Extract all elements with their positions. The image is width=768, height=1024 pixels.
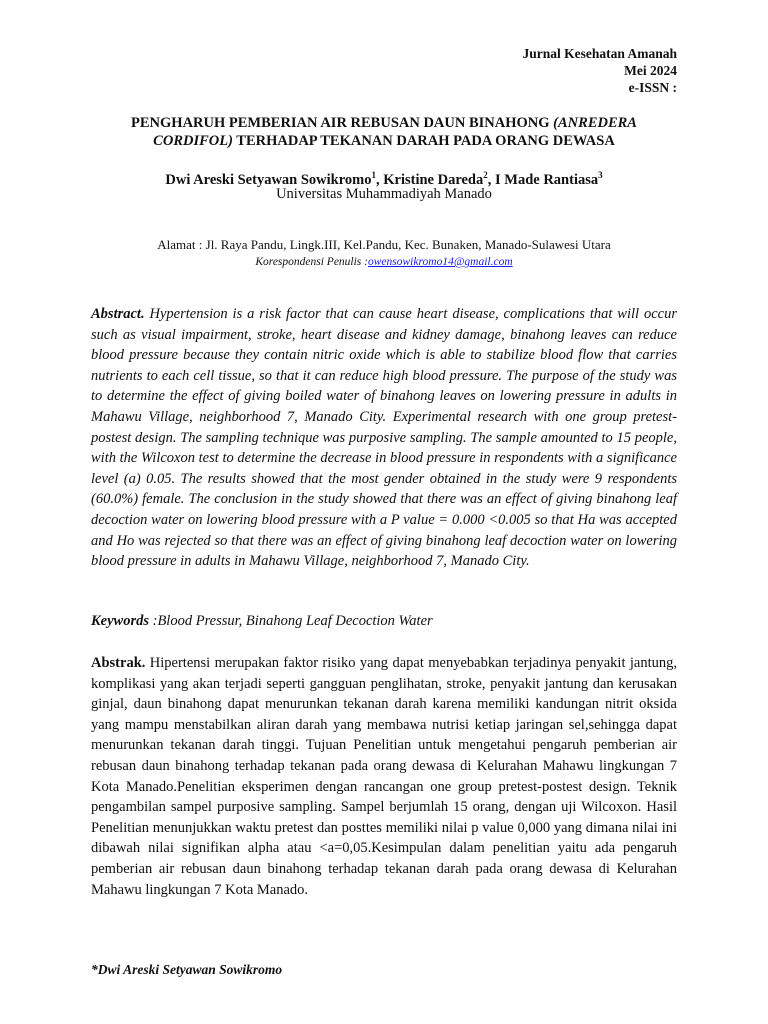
author-separator: , <box>487 171 495 188</box>
paper-title <box>91 114 677 150</box>
footer-author-note: *Dwi Areski Setyawan Sowikromo <box>91 962 283 977</box>
author-separator: , <box>375 171 384 188</box>
author-1: Dwi Areski Setyawan Sowikromo <box>165 171 372 188</box>
affiliation: Universitas Muhammadiyah Manado <box>276 186 492 202</box>
title-part-2: TERHADAP TEKANAN DARAH PADA ORANG DEWASA <box>232 133 615 149</box>
correspondence-label: Korespondensi Penulis : <box>255 256 368 268</box>
keywords-text: :Blood Pressur, Binahong Leaf Decoction Water <box>149 613 433 629</box>
correspondence-email-link[interactable]: owensowikromo14@gmail.com <box>368 256 513 268</box>
author-2: Kristine Dareda <box>383 171 484 188</box>
abstract-id-text: Hipertensi merupakan faktor risiko yang dapat menyebabkan terjadinya penyakit jantung, komplikasi yang akan terjadi seperti gangguan penglihatan, stroke, penyakit jantung dan kerusakan ginjal, daun binahong dapat menurunkan tekanan darah karena memiliki kandungan nitrit oksida yang mampu menstabilkan aliran darah yang membawa nutrisi ketiap jaringan sel,sehingga dapat menurunkan tekanan darah tinggi. Tujuan Penelitian untuk mengetahui pengaruh pemberian air rebusan daun binahong terhadap tekanan pada orang dewasa di Kelurahan Mahawu lingkungan 7 Kota Manado.Penelitian eksperimen dengan rancangan one group pretest-postest design. Teknik pengambilan sampel purposive sampling. Sampel berjumlah 15 orang, dengan uji Wilcoxon. Hasil Penelitian menunjukkan waktu pretest dan posttes memiliki nilai p value 0,000 yang dimana nilai ini dibawah nilai signifikan alpha atau <a=0,05.Kesimpulan dalam penelitian yaitu ada pengaruh pemberian air rebusan daun binahong terhadap tekanan darah pada orang dewasa di Kelurahan Mahawu lingkungan 7 Kota Manado. <box>91 655 677 898</box>
journal-date: Mei 2024 <box>624 63 677 78</box>
abstract-en-text: Hypertension is a risk factor that can cause heart disease, complications that will occur such as visual impairment, stroke, heart disease and kidney damage, binahong leaves can reduce blood pressure because they contain nitric oxide which is able to stabilize blood flow that carries nutrients to each cell tissue, so that it can reduce high blood pressure. The purpose of the study was to determine the effect of giving boiled water of binahong leaves on lowering pressure in adults in Mahawu Village, neighborhood 7, Manado City. Experimental research with one group pretest-postest design. The sampling technique was purposive sampling. The sample amounted to 15 people, with the Wilcoxon test to determine the decrease in blood pressure in respondents with a significance level (a) 0.05. The results showed that the most gender obtained in the study were 9 respondents (60.0%) female. The conclusion in the study showed that there was an effect of giving binahong leaf decoction water on lowering blood pressure with a P value = 0.000 <0.005 so that Ha was accepted and Ho was rejected so that there was an effect of giving binahong leaf decoction water on lowering blood pressure in adults in Mahawu Village, neighborhood 7, Manado City. <box>91 306 677 570</box>
abstract-en-label: Abstract. <box>91 306 145 322</box>
abstract-indonesian <box>91 653 677 900</box>
keywords <box>91 611 677 631</box>
abstract-id-label: Abstrak. <box>91 655 146 671</box>
author-3: I Made Rantiasa <box>495 171 599 188</box>
keywords-label: Keywords <box>91 613 149 629</box>
address: Alamat : Jl. Raya Pandu, Lingk.III, Kel.Pandu, Kec. Bunaken, Manado-Sulawesi Utara <box>157 237 611 252</box>
author-1-affil: 1 <box>371 170 376 180</box>
journal-name: Jurnal Kesehatan Amanah <box>522 46 677 61</box>
author-3-affil: 3 <box>598 170 603 180</box>
journal-issn: e-ISSN : <box>628 80 677 95</box>
title-part-1: PENGHARUH PEMBERIAN AIR REBUSAN DAUN BINAHONG <box>131 115 554 131</box>
author-2-affil: 2 <box>483 170 488 180</box>
title-italic-1: (ANREDERA <box>553 115 637 131</box>
title-italic-2: CORDIFOL) <box>153 133 233 149</box>
correspondence <box>60 255 708 269</box>
abstract-english <box>91 304 677 572</box>
journal-header <box>522 45 677 96</box>
